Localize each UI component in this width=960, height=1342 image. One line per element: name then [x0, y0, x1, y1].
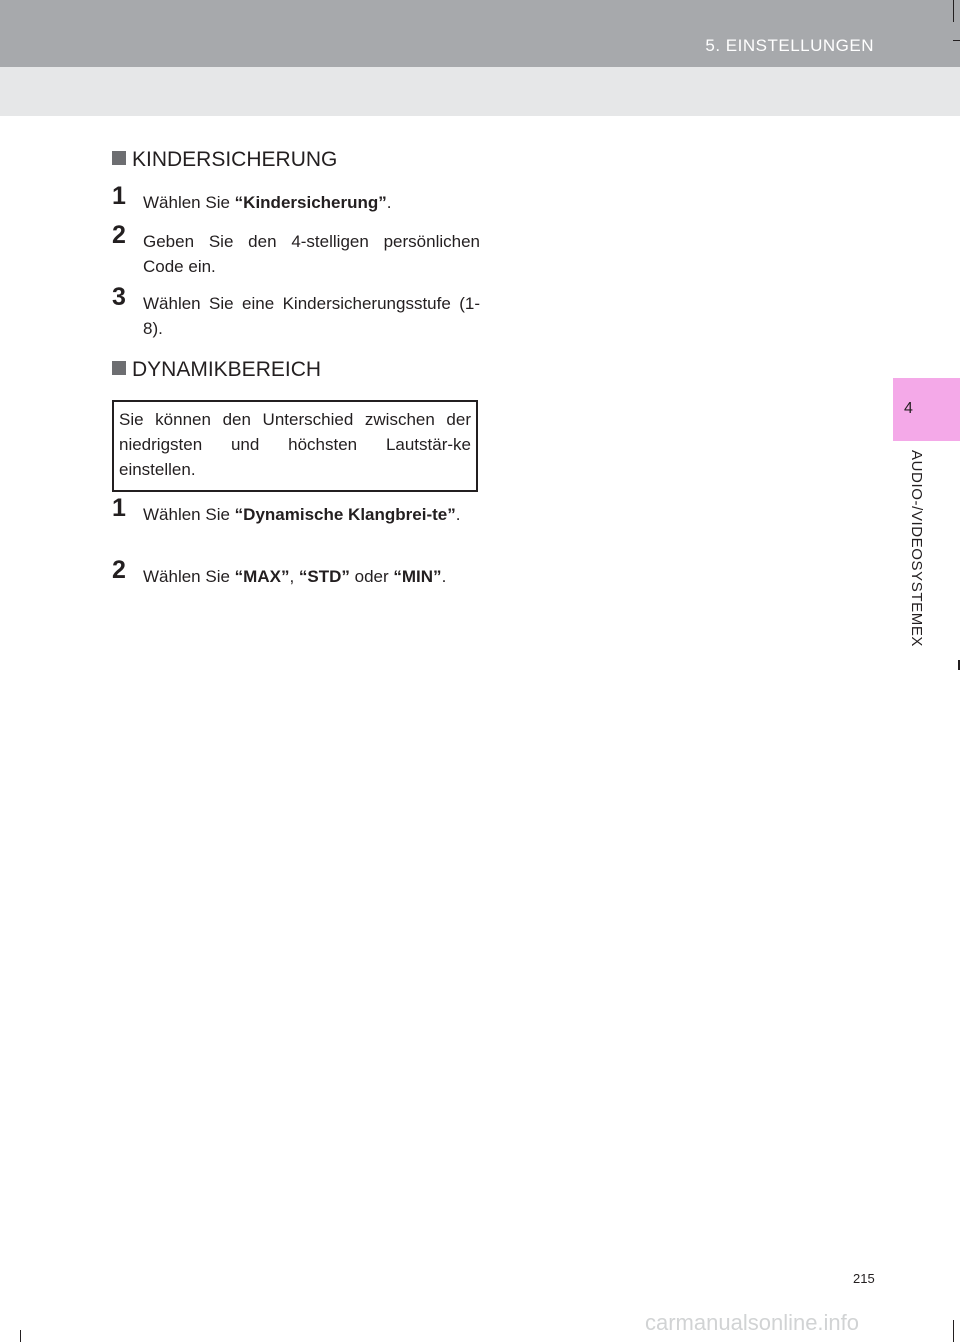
step-text: Wählen Sie eine Kindersicherungsstufe (1-8). [143, 294, 480, 338]
heading-kindersicherung: KINDERSICHERUNG [112, 148, 337, 172]
chapter-tab[interactable] [893, 378, 960, 441]
step-number: 2 [112, 556, 126, 584]
watermark: carmanualsonline.info [645, 1310, 860, 1335]
chapter-number: 4 [904, 400, 913, 417]
crop-mark [953, 1320, 954, 1342]
page-number: 215 [853, 1271, 875, 1286]
step-text: Geben Sie den 4-stelligen persönlichen Code ein. [143, 232, 480, 276]
step-number: 1 [112, 182, 126, 210]
step-item [112, 182, 480, 215]
chapter-label: AUDIO-/VIDEOSYSTEMEX [908, 450, 925, 648]
info-box: Sie können den Unterschied zwischen der niedrigsten und höchsten Lautstär-ke einstellen. [112, 400, 478, 492]
step-text: Wählen Sie “Dynamische Klangbrei-te”. [143, 505, 461, 524]
step-text: Wählen Sie “Kindersicherung”. [143, 193, 392, 212]
header-band [0, 67, 960, 116]
heading-dynamikbereich: DYNAMIKBEREICH [112, 358, 321, 382]
crop-mark [20, 1330, 21, 1342]
step-item [112, 556, 480, 589]
crop-mark [953, 0, 954, 22]
crop-mark [953, 40, 960, 41]
step-number: 1 [112, 494, 126, 522]
square-bullet-icon [112, 151, 126, 165]
header-bar [0, 0, 960, 67]
step-item [112, 221, 480, 279]
step-number: 2 [112, 221, 126, 249]
step-item [112, 283, 480, 341]
step-item [112, 494, 480, 527]
section-title: 5. EINSTELLUNGEN [705, 36, 874, 55]
step-text: Wählen Sie “MAX”, “STD” oder “MIN”. [143, 567, 447, 586]
square-bullet-icon [112, 361, 126, 375]
step-number: 3 [112, 283, 126, 311]
